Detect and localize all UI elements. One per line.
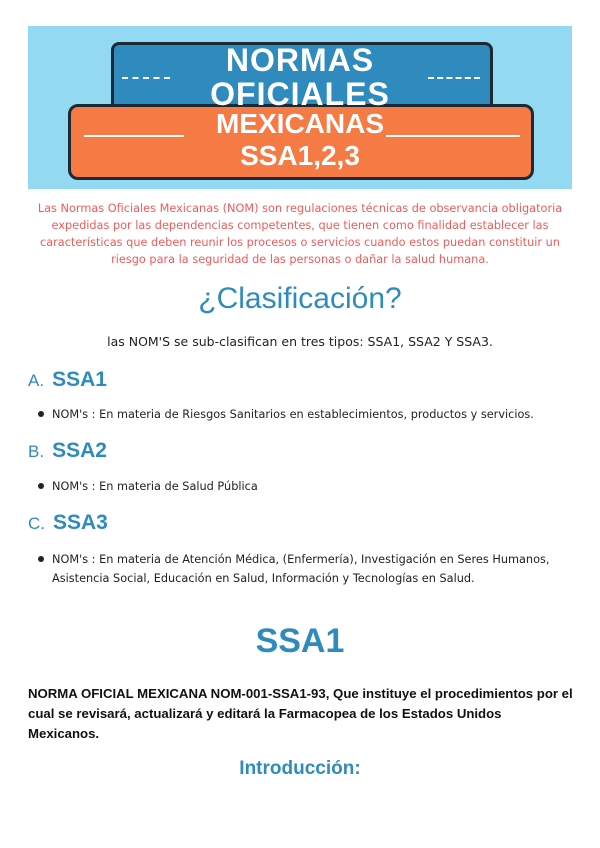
section-name: SSA2	[52, 439, 107, 462]
section-name: SSA3	[53, 511, 108, 534]
section-heading-c	[28, 511, 108, 535]
section-letter: B.	[28, 442, 45, 461]
intro-paragraph: Las Normas Oficiales Mexicanas (NOM) son regulaciones técnicas de observancia obligatoria expedidas por las dependencias competentes, que tienen como finalidad establecer las características que deben reunir los procesos o servicios cuando estos puedan constituir un riesgo para la seguridad de las personas o dañar la salud humana.	[37, 202, 563, 266]
bullet-icon	[38, 556, 44, 562]
clasificacion-heading: ¿Clasificación?	[198, 282, 402, 315]
section-heading-b	[28, 439, 107, 463]
bullet-text: NOM's : En materia de Riesgos Sanitarios en establecimientos, productos y servicios.	[52, 408, 534, 421]
title-line-2: OFICIALES	[210, 76, 390, 112]
section-letter: C.	[28, 514, 45, 533]
bullet-text: NOM's : En materia de Atención Médica, (Enfermería), Investigación en Seres Humanos, Asistencia Social, Educación en Salud, Información y Tecnologías en Salud.	[52, 553, 550, 585]
bullet-icon	[38, 411, 44, 417]
bullet-icon	[38, 483, 44, 489]
norma-paragraph: NORMA OFICIAL MEXICANA NOM-001-SSA1-93, Que instituye el procedimientos por el cual se revisará, actualizará y editará la Farmacopea de los Estados Unidos Mexicanos.	[28, 686, 573, 741]
section-letter: A.	[28, 371, 45, 390]
title-line-1: NORMAS	[225, 42, 375, 78]
title-line-4: SSA1,2,3	[240, 140, 360, 171]
clasificacion-subtitle: las NOM'S se sub-clasifican en tres tipos: SSA1, SSA2 Y SSA3.	[107, 334, 493, 349]
title-line-3: MEXICANAS	[215, 108, 384, 139]
introduccion-heading: Introducción:	[239, 758, 361, 779]
ssa1-heading: SSA1	[255, 622, 345, 660]
bullet-text: NOM's : En materia de Salud Pública	[52, 480, 258, 493]
section-name: SSA1	[52, 368, 107, 391]
section-heading-a	[28, 368, 107, 392]
